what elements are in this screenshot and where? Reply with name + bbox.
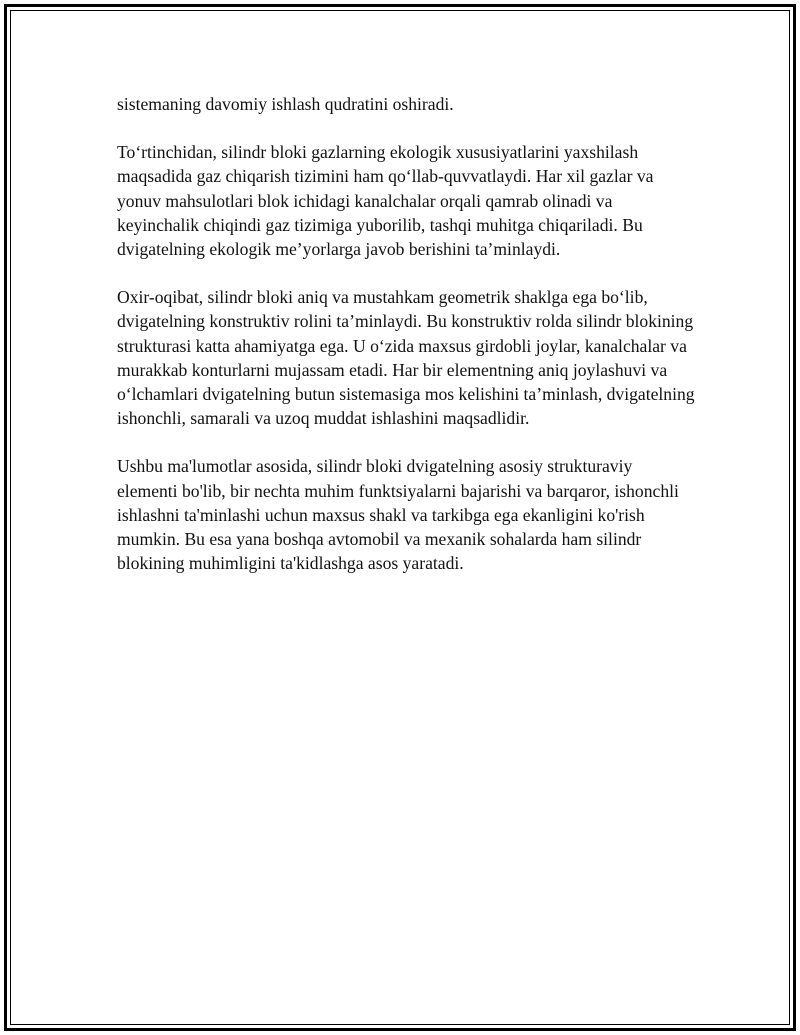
paragraph-finally: Oxir-oqibat, silindr bloki aniq va mustahkam geometrik shaklga ega bo‘lib, dvigatelning konstruktiv rolini ta’minlaydi. Bu konstruktiv rolda silindr blokining strukturasi katta ahamiyatga ega. U o‘zida maxsus girdobli joylar, kanalchalar va murakkab konturlarni mujassam etadi. Har bir elementning aniq joylashuvi va o‘lchamlari dvigatelning butun sistemasiga mos kelishini ta’minlash, dvigatelning ishonchli, samarali va uzoq muddat ishlashini maqsadlidir. (117, 287, 695, 429)
paragraph-fourthly: To‘rtinchidan, silindr bloki gazlarning ekologik xususiyatlarini yaxshilash maqsadida gaz chiqarish tizimini ham qo‘llab-quvvatlaydi. Har xil gazlar va yonuv mahsulotlari blok ichidagi kanalchalar orqali qamrab olinadi va keyinchalik chiqindi gaz tizimiga yuborilib, tashqi muhitga chiqariladi. Bu dvigatelning ekologik me’yorlarga javob berishini ta’minlaydi. (117, 142, 654, 260)
paragraph-conclusion: Ushbu ma'lumotlar asosida, silindr bloki dvigatelning asosiy strukturaviy elementi bo'lib, bir nechta muhim funktsiyalarni bajarishi va barqaror, ishonchli ishlashni ta'minlashi uchun maxsus shakl va tarkibga ega ekanligini ko'rish mumkin. Bu esa yana boshqa avtomobil va mexanik sohalarda ham silindr blokining muhimligini ta'kidlashga asos yaratadi. (117, 456, 679, 574)
paragraph-continuation: sistemaning davomiy ishlash qudratini oshiradi. (117, 94, 454, 114)
document-body (117, 92, 697, 599)
